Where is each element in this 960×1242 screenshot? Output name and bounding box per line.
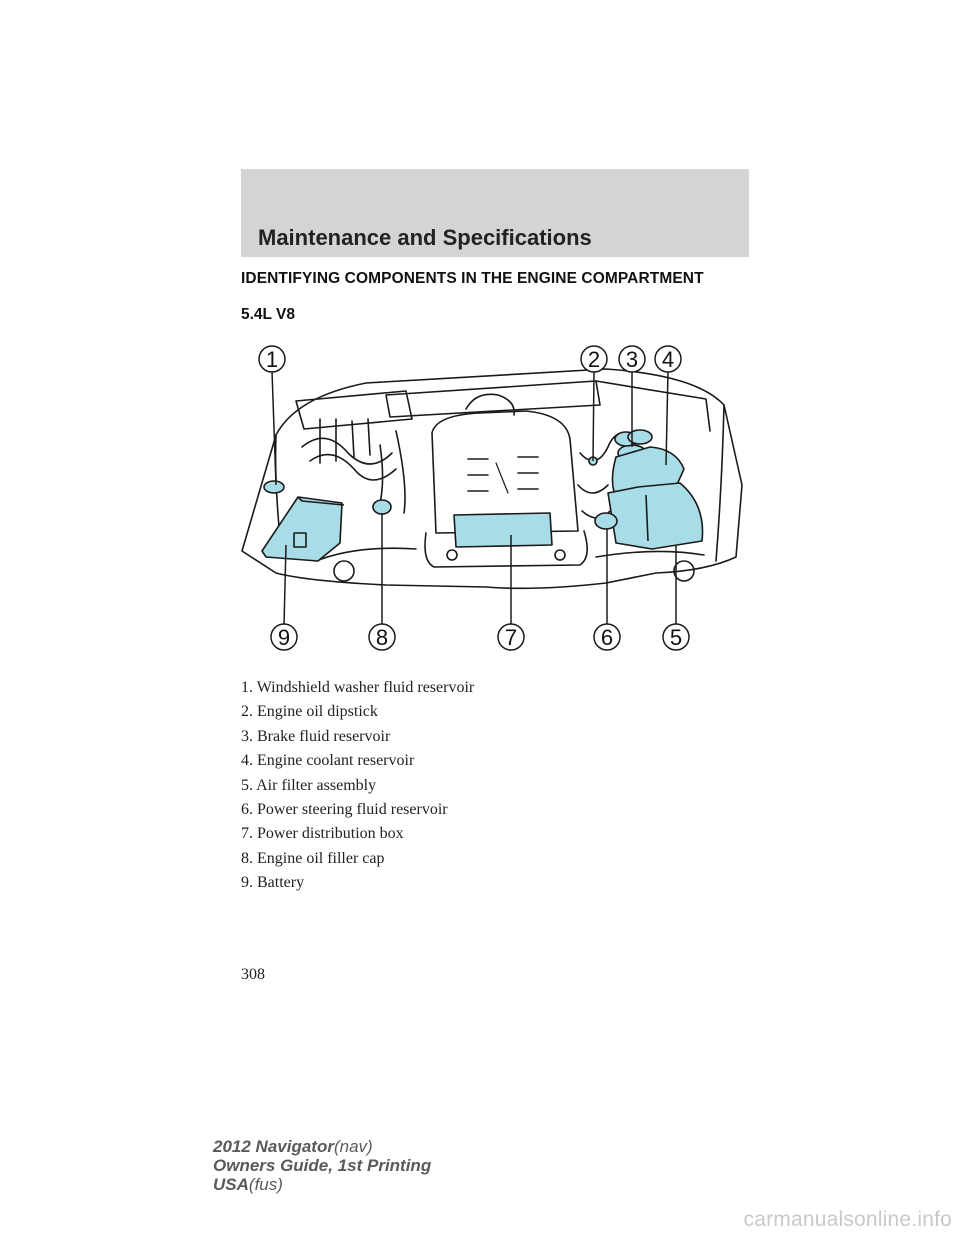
footer-market: USA (213, 1175, 249, 1194)
document-footer (213, 1137, 431, 1194)
callout-label-7: 7 (504, 625, 518, 650)
page-number: 308 (241, 966, 265, 983)
callout-label-9: 9 (277, 625, 291, 650)
component-legend (241, 676, 474, 896)
callout-label-3: 3 (625, 347, 639, 372)
legend-item: 7. Power distribution box (241, 825, 404, 843)
legend-item: 1. Windshield washer fluid reservoir (241, 679, 475, 696)
legend-item: 3. Brake fluid reservoir (241, 727, 391, 745)
callout-9 (271, 624, 297, 650)
engine-compartment-diagram (236, 335, 756, 665)
callout-7 (498, 624, 524, 650)
footer-market-code: (fus) (248, 1175, 283, 1194)
callout-4 (655, 346, 681, 372)
legend-item: 4. Engine coolant reservoir (241, 752, 415, 770)
callout-5 (663, 624, 689, 650)
legend-item: 6. Power steering fluid reservoir (241, 800, 448, 818)
callout-2 (581, 346, 607, 372)
section-header-band (241, 169, 749, 257)
callout-label-8: 8 (375, 625, 389, 650)
callout-3 (619, 346, 645, 372)
callout-1 (259, 346, 285, 372)
engine-label: 5.4L V8 (241, 306, 296, 323)
footer-edition: Owners Guide, 1st Printing (213, 1156, 432, 1175)
legend-item: 2. Engine oil dipstick (241, 703, 378, 721)
callout-label-4: 4 (661, 347, 675, 372)
legend-item: 8. Engine oil filler cap (241, 849, 385, 867)
callout-6 (594, 624, 620, 650)
section-header-title: Maintenance and Specifications (258, 225, 592, 250)
callout-label-2: 2 (587, 347, 601, 372)
legend-item: 5. Air filter assembly (241, 776, 377, 794)
footer-model-code: (nav) (333, 1137, 373, 1156)
callout-label-5: 5 (669, 625, 683, 650)
section-heading: IDENTIFYING COMPONENTS IN THE ENGINE COMPARTMENT (241, 270, 704, 287)
legend-item: 9. Battery (241, 874, 305, 892)
callout-8 (369, 624, 395, 650)
watermark-text: carmanualsonline.info (743, 1208, 952, 1231)
callout-label-1: 1 (265, 347, 279, 372)
footer-model: 2012 Navigator (213, 1137, 334, 1156)
callout-label-6: 6 (600, 625, 614, 650)
